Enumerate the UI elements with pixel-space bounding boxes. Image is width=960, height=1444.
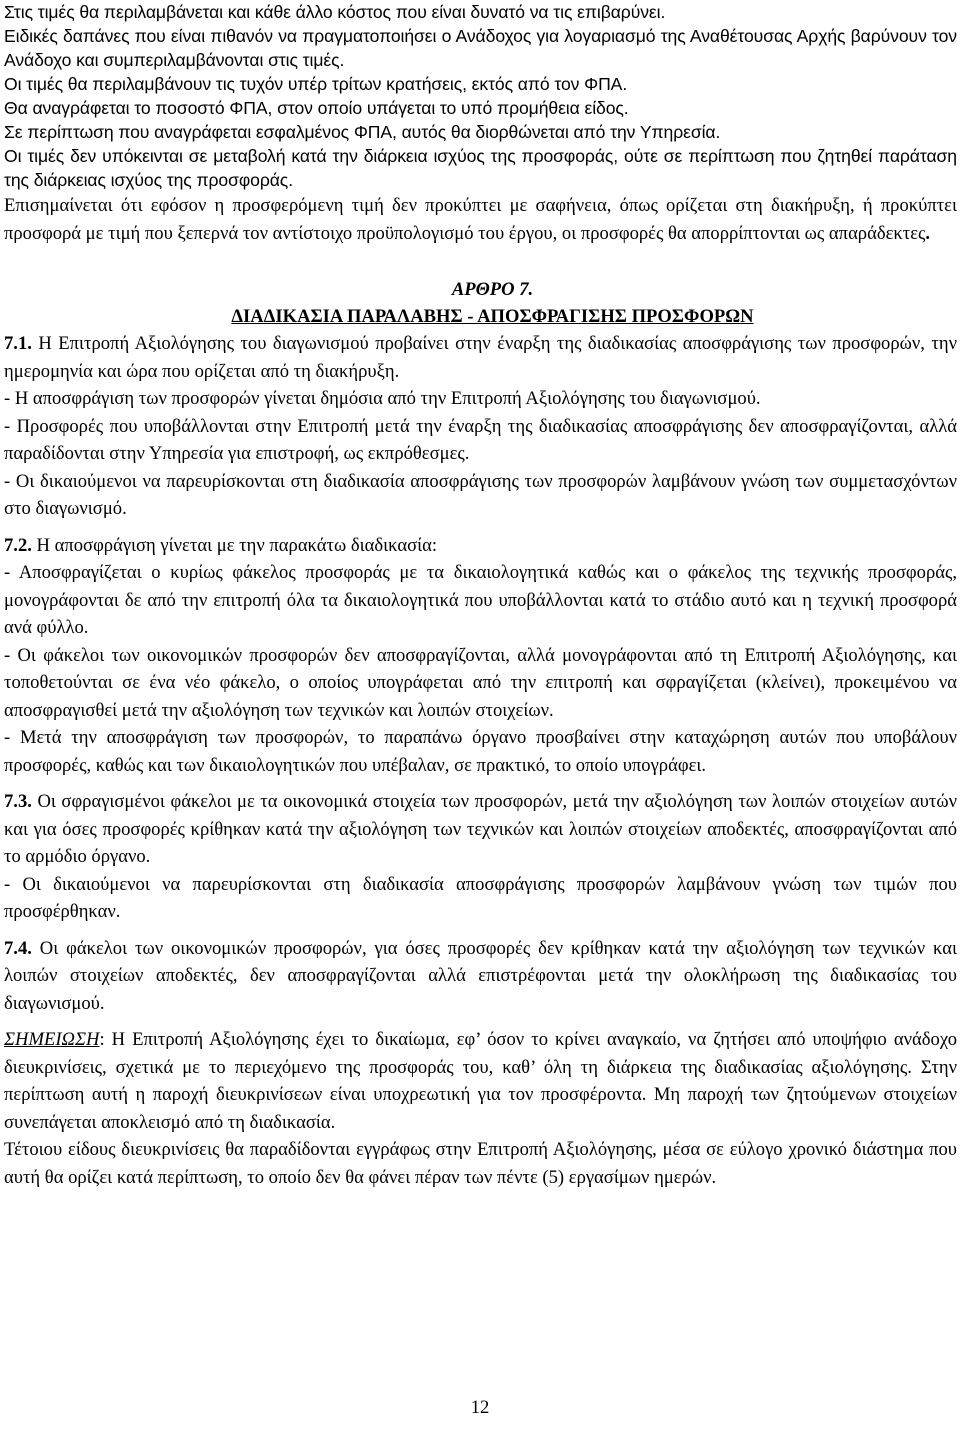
list-item: - Αποσφραγίζεται ο κυρίως φάκελος προσφοράς με τα δικαιολογητικά καθώς και ο φάκελος της τεχνικής προσφοράς, μονογράφονται δε από την επιτροπή όλα τα δικαιολογητικά που υποβάλλονται κατά το στάδιο αυτό και η τεχνική προσφορά ανά φύλλο.	[4, 562, 957, 638]
paragraph-special-expenses: Ειδικές δαπάνες που είναι πιθανόν να πραγματοποιήσει ο Ανάδοχος για λογαριασμό της Αναθέτουσας Αρχής βαρύνουν τον Ανάδοχο και συμπεριλαμβάνονται στις τιμές.	[4, 26, 957, 70]
pricing-section	[4, 0, 957, 192]
rejection-notice-text: Επισημαίνεται ότι εφόσον η προσφερόμενη τιμή δεν προκύπτει με σαφήνεια, όπως ορίζεται στη διακήρυξη, ή προκύπτει προσφορά με τιμή που ξεπερνά τον αντίστοιχο προϋπολογισμό του έργου, οι προσφορές θα απορρίπτονται ως απαράδεκτες	[4, 195, 957, 244]
document-page	[4, 0, 957, 1191]
list-item: - Μετά την αποσφράγιση των προσφορών, το παραπάνω όργανο προσβαίνει στην καταχώρηση αυτών που υποβάλουν προσφορές, καθώς και των δικαιολογητικών που υπέβαλαν, σε πρακτικό, το οποίο υπογράφει.	[4, 727, 957, 776]
page-number: 12	[470, 1397, 490, 1418]
list-item: - Οι φάκελοι των οικονομικών προσφορών δεν αποσφραγίζονται, αλλά μονογράφονται από τη Επιτροπή Αξιολόγησης, και τοποθετούνται σε ένα νέο φάκελο, ο οποίος υπογράφεται από την επιτροπή και σφραγίζεται (κλείνει), προκειμένου να αποσφραγισθεί μετά την αξιολόγηση των τεχνικών και λοιπών στοιχείων.	[4, 644, 957, 721]
paragraph-vat-rate: Θα αναγράφεται το ποσοστό ΦΠΑ, στον οποίο υπάγεται το υπό προμήθεια είδος.	[4, 98, 629, 118]
paragraph-third-party-withholdings: Οι τιμές θα περιλαμβάνουν τις τυχόν υπέρ τρίτων κρατήσεις, εκτός από τον ΦΠΑ.	[4, 74, 628, 94]
article-number-heading: ΑΡΘΡΟ 7.	[451, 279, 534, 300]
article-title-heading: ΔΙΑΔΙΚΑΣΙΑ ΠΑΡΑΛΑΒΗΣ - ΑΠΟΣΦΡΑΓΙΣΗΣ ΠΡΟΣΦΟΡΩΝ	[231, 306, 754, 327]
list-item: - Η αποσφράγιση των προσφορών γίνεται δημόσια από την Επιτροπή Αξιολόγησης του διαγωνισμού.	[4, 388, 761, 409]
paragraph-vat-correction: Σε περίπτωση που αναγράφεται εσφαλμένος ΦΠΑ, αυτός θα διορθώνεται από την Υπηρεσία.	[4, 122, 721, 142]
rejection-notice-period: .	[925, 222, 931, 244]
paragraph-costs-included: Στις τιμές θα περιλαμβάνεται και κάθε άλλο κόστος που είναι δυνατό να τις επιβαρύνει.	[4, 2, 666, 22]
section-number: 7.2.	[4, 534, 32, 556]
list-item: - Οι δικαιούμενοι να παρευρίσκονται στη διαδικασία αποσφράγισης προσφορών λαμβάνουν γνώση των τιμών που προσφέρθηκαν.	[4, 873, 957, 922]
note-text: : Η Επιτροπή Αξιολόγησης έχει το δικαίωμα, εφ’ όσον το κρίνει αναγκαίο, να ζητήσει από υποψήφιο ανάδοχο διευκρινίσεις, σχετικά με το περιεχόμενο της προσφοράς του, καθ’ όλη τη διάρκεια της διαδικασίας αξιολόγησης. Στην περίπτωση αυτή η παροχή διευκρινίσεων είναι υποχρεωτική για τον προσφέροντα. Μη παροχή των ζητούμενων στοιχείων συνεπάγεται αποκλεισμό από τη διαδικασία.	[4, 1029, 957, 1133]
section-text: Οι φάκελοι των οικονομικών προσφορών, για όσες προσφορές δεν κρίθηκαν κατά την αξιολόγηση των τεχνικών και λοιπών στοιχείων αποδεκτές, δεν αποσφραγίζονται αλλά επιστρέφονται μετά την ολοκλήρωση της διαδικασίας του διαγωνισμού.	[4, 937, 957, 1014]
section-text: Η αποσφράγιση γίνεται με την παρακάτω διαδικασία:	[31, 534, 438, 556]
paragraph-rejection-notice	[4, 192, 957, 247]
section-7-4	[4, 935, 957, 1018]
list-item: - Προσφορές που υποβάλλονται στην Επιτροπή μετά την έναρξη της διαδικασίας αποσφράγισης δεν αποσφραγίζονται, αλλά παραδίδονται στην Υπηρεσία για επιστροφή, ως εκπρόθεσμες.	[4, 415, 957, 464]
section-7-2	[4, 532, 957, 780]
section-text: Οι σφραγισμένοι φάκελοι με τα οικονομικά στοιχεία των προσφορών, μετά την αξιολόγηση των λοιπών στοιχείων αυτών και για όσες προσφορές κρίθηκαν κατά την αξιολόγηση των τεχνικών και λοιπών στοιχείων αποδεκτές, αποσφραγίζονται από το αρμόδιο όργανο.	[4, 791, 957, 867]
section-number: 7.1.	[4, 333, 32, 354]
note-label: ΣΗΜΕΙΩΣΗ	[4, 1029, 100, 1050]
note-paragraph: Τέτοιου είδους διευκρινίσεις θα παραδίδονται εγγράφως στην Επιτροπή Αξιολόγησης, μέσα σε εύλογο χρονικό διάστημα που αυτή θα ορίζει κατά περίπτωση, το οποίο δεν θα φάνει πέραν των πέντε (5) εργασίμων ημερών.	[4, 1139, 957, 1188]
paragraph-price-validity: Οι τιμές δεν υπόκεινται σε μεταβολή κατά την διάρκεια ισχύος της προσφοράς, ούτε σε περίπτωση που ζητηθεί παράταση της διάρκειας ισχύος της προσφοράς.	[4, 146, 957, 190]
section-7-1	[4, 330, 957, 523]
section-text: Η Επιτροπή Αξιολόγησης του διαγωνισμού προβαίνει στην έναρξη της διαδικασίας αποσφράγισης των προσφορών, την ημερομηνία και ώρα που ορίζεται από τη διακήρυξη.	[4, 333, 957, 382]
section-number: 7.3.	[4, 791, 32, 812]
section-number: 7.4.	[4, 937, 32, 959]
list-item: - Οι δικαιούμενοι να παρευρίσκονται στη διαδικασία αποσφράγισης των προσφορών λαμβάνουν γνώση των συμμετασχόντων στο διαγωνισμό.	[4, 470, 957, 519]
note-section	[4, 1026, 957, 1191]
section-7-3	[4, 788, 957, 926]
